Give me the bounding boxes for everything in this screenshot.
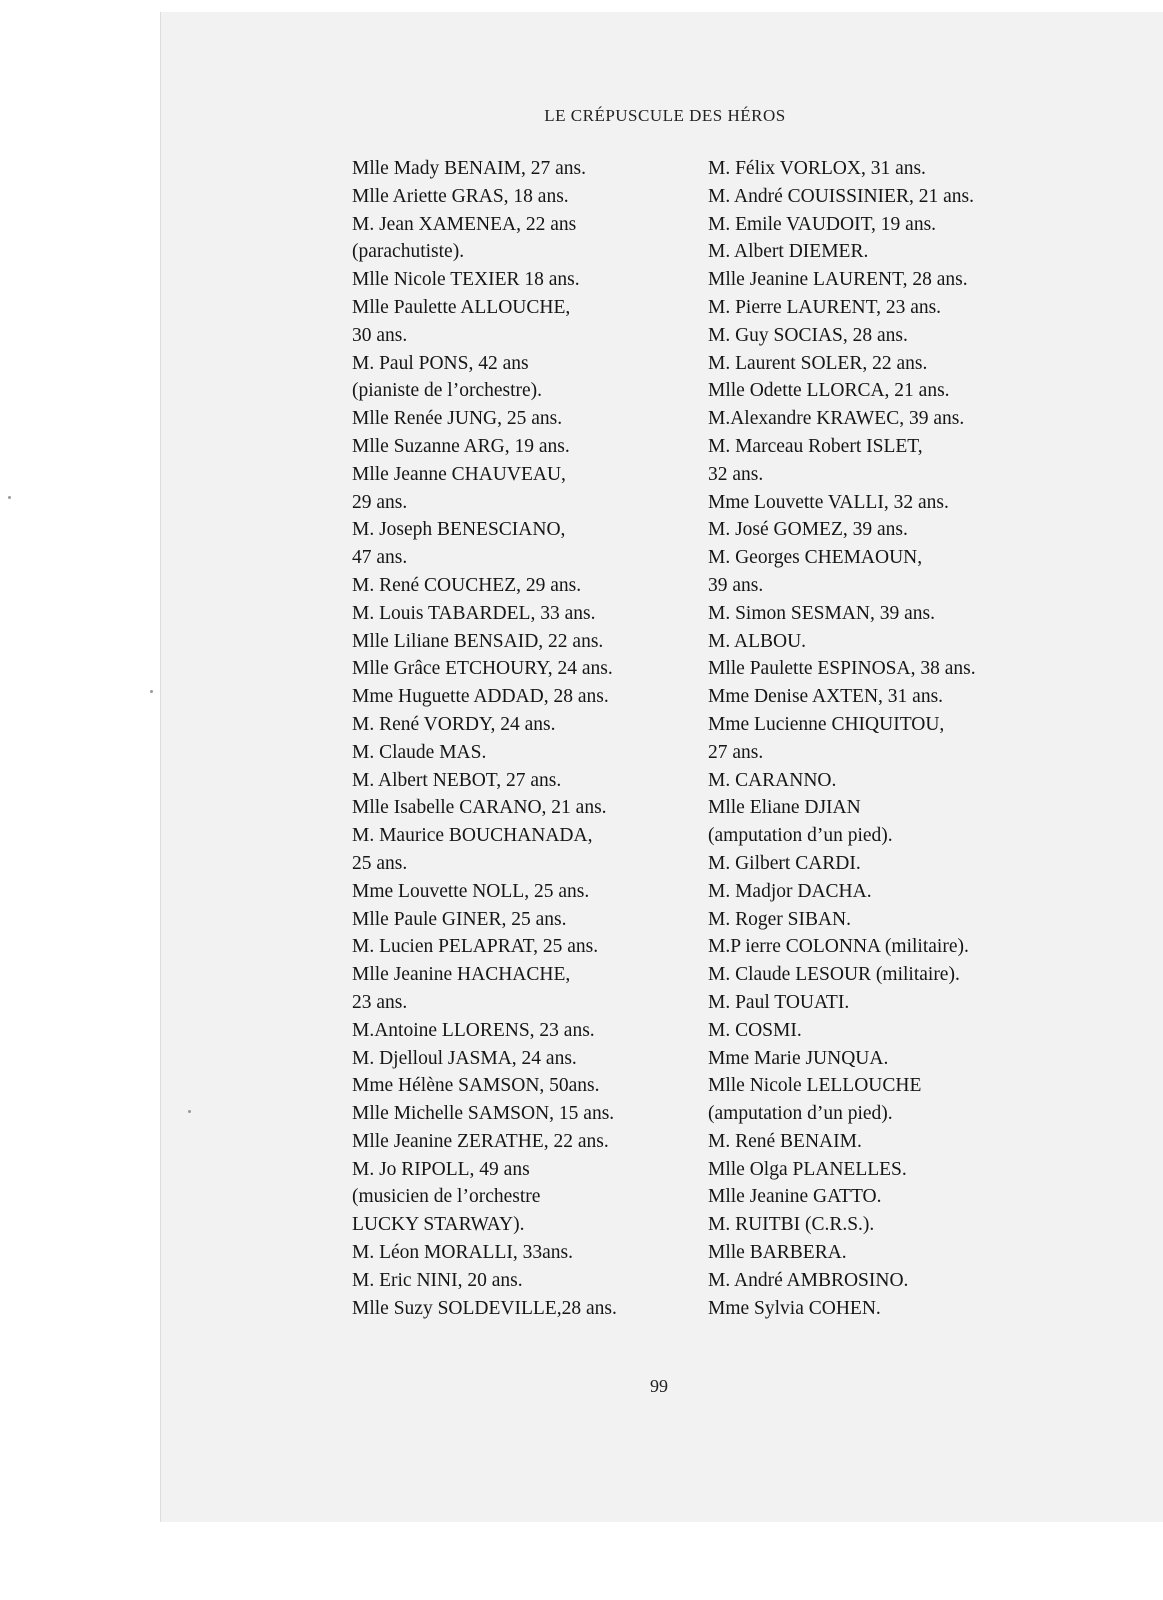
list-item: (parachutiste). — [352, 241, 465, 263]
scan-speck — [8, 496, 11, 499]
list-item: M. Joseph BENESCIANO, — [352, 519, 566, 541]
list-item: M. Simon SESMAN, 39 ans. — [708, 602, 935, 624]
list-item: M. Claude LESOUR (militaire). — [708, 964, 960, 986]
list-item: Mlle BARBERA. — [708, 1242, 847, 1264]
list-item: M. René VORDY, 24 ans. — [352, 713, 556, 735]
list-item: (musicien de l’orchestre — [352, 1186, 541, 1208]
list-item: M. Maurice BOUCHANADA, — [352, 825, 593, 847]
list-item: M. Georges CHEMAOUN, — [708, 547, 923, 569]
list-item: M. Madjor DACHA. — [708, 880, 872, 902]
list-item: M. Léon MORALLI, 33ans. — [352, 1242, 573, 1264]
list-item: Mme Marie JUNQUA. — [708, 1047, 889, 1069]
list-item: M.Antoine LLORENS, 23 ans. — [352, 1019, 595, 1041]
list-item: M. René BENAIM. — [708, 1130, 862, 1152]
list-item: M. André COUISSINIER, 21 ans. — [708, 185, 974, 207]
list-item: M. Gilbert CARDI. — [708, 852, 861, 874]
list-item: M.Alexandre KRAWEC, 39 ans. — [708, 408, 965, 430]
scan-speck — [150, 690, 153, 693]
list-item: Mlle Ariette GRAS, 18 ans. — [352, 185, 569, 207]
list-item: LUCKY STARWAY). — [352, 1214, 525, 1236]
list-item: M. Pierre LAURENT, 23 ans. — [708, 296, 942, 318]
list-item: Mme Denise AXTEN, 31 ans. — [708, 686, 944, 708]
list-item: M. Albert DIEMER. — [708, 241, 869, 263]
list-item: (pianiste de l’orchestre). — [352, 380, 543, 402]
list-item: M. Emile VAUDOIT, 19 ans. — [708, 213, 937, 235]
list-item: Mlle Isabelle CARANO, 21 ans. — [352, 797, 607, 819]
list-item: M. Jean XAMENEA, 22 ans — [352, 213, 577, 235]
list-item: Mlle Liliane BENSAID, 22 ans. — [352, 630, 604, 652]
list-item: M. André AMBROSINO. — [708, 1269, 909, 1291]
list-item: Mlle Jeanine ZERATHE, 22 ans. — [352, 1130, 609, 1152]
list-item: 47 ans. — [352, 547, 408, 569]
list-item: M. Guy SOCIAS, 28 ans. — [708, 324, 908, 346]
victim-list-right-column — [708, 155, 1038, 1322]
list-item: 30 ans. — [352, 324, 408, 346]
list-item: Mlle Odette LLORCA, 21 ans. — [708, 380, 950, 402]
list-item: Mlle Nicole TEXIER 18 ans. — [352, 269, 580, 291]
list-item: Mlle Paulette ESPINOSA, 38 ans. — [708, 658, 976, 680]
list-item: M. ALBOU. — [708, 630, 807, 652]
list-item: M. RUITBI (C.R.S.). — [708, 1214, 875, 1236]
list-item: M. CARANNO. — [708, 769, 837, 791]
list-item: M. Félix VORLOX, 31 ans. — [708, 158, 926, 179]
list-item: M. Louis TABARDEL, 33 ans. — [352, 602, 596, 624]
list-item: (amputation d’un pied). — [708, 1103, 893, 1125]
list-item: M.P ierre COLONNA (militaire). — [708, 936, 969, 958]
list-item: Mlle Jeanine LAURENT, 28 ans. — [708, 269, 968, 291]
list-item: M. Roger SIBAN. — [708, 908, 852, 930]
running-title — [0, 106, 1163, 126]
list-item: Mlle Nicole LELLOUCHE — [708, 1075, 922, 1097]
list-item: M. Claude MAS. — [352, 741, 487, 763]
page-number: 99 — [650, 1376, 668, 1396]
list-item: Mlle Mady BENAIM, 27 ans. — [352, 158, 586, 179]
list-item: (amputation d’un pied). — [708, 825, 893, 847]
list-item: M. Paul TOUATI. — [708, 991, 850, 1013]
list-item: Mlle Grâce ETCHOURY, 24 ans. — [352, 658, 613, 680]
list-item: M. Jo RIPOLL, 49 ans — [352, 1158, 530, 1180]
list-item: Mlle Jeanne CHAUVEAU, — [352, 463, 566, 485]
victim-list-left-column — [352, 155, 682, 1322]
list-item: M. Eric NINI, 20 ans. — [352, 1269, 523, 1291]
list-item: Mlle Eliane DJIAN — [708, 797, 861, 819]
list-item: 23 ans. — [352, 991, 408, 1013]
list-item: Mlle Olga PLANELLES. — [708, 1158, 907, 1180]
list-item: M. Marceau Robert ISLET, — [708, 435, 923, 457]
list-item: Mme Sylvia COHEN. — [708, 1297, 881, 1319]
list-item: Mme Hélène SAMSON, 50ans. — [352, 1075, 600, 1097]
list-item: 29 ans. — [352, 491, 408, 513]
list-item: 25 ans. — [352, 852, 408, 874]
list-item: Mlle Paulette ALLOUCHE, — [352, 296, 571, 318]
list-item: M. René COUCHEZ, 29 ans. — [352, 574, 582, 596]
running-title-text: LE CRÉPUSCULE DES HÉROS — [544, 106, 786, 125]
list-item: M. Lucien PELAPRAT, 25 ans. — [352, 936, 599, 958]
list-item: Mlle Michelle SAMSON, 15 ans. — [352, 1103, 615, 1125]
list-item: M. COSMI. — [708, 1019, 802, 1041]
list-item: M. Paul PONS, 42 ans — [352, 352, 529, 374]
list-item: 32 ans. — [708, 463, 764, 485]
list-item: Mlle Paule GINER, 25 ans. — [352, 908, 567, 930]
list-item: Mlle Jeanine HACHACHE, — [352, 964, 571, 986]
list-item: M. Laurent SOLER, 22 ans. — [708, 352, 928, 374]
list-item: Mlle Jeanine GATTO. — [708, 1186, 882, 1208]
list-item: 27 ans. — [708, 741, 764, 763]
list-item: Mme Huguette ADDAD, 28 ans. — [352, 686, 609, 708]
list-item: 39 ans. — [708, 574, 764, 596]
list-item: Mlle Suzanne ARG, 19 ans. — [352, 435, 570, 457]
scan-speck — [188, 1110, 191, 1113]
list-item: M. José GOMEZ, 39 ans. — [708, 519, 908, 541]
list-item: M. Albert NEBOT, 27 ans. — [352, 769, 562, 791]
list-item: Mme Louvette VALLI, 32 ans. — [708, 491, 949, 513]
list-item: Mme Lucienne CHIQUITOU, — [708, 713, 945, 735]
list-item: Mlle Suzy SOLDEVILLE,28 ans. — [352, 1297, 617, 1319]
list-item: Mme Louvette NOLL, 25 ans. — [352, 880, 590, 902]
list-item: M. Djelloul JASMA, 24 ans. — [352, 1047, 577, 1069]
list-item: Mlle Renée JUNG, 25 ans. — [352, 408, 563, 430]
